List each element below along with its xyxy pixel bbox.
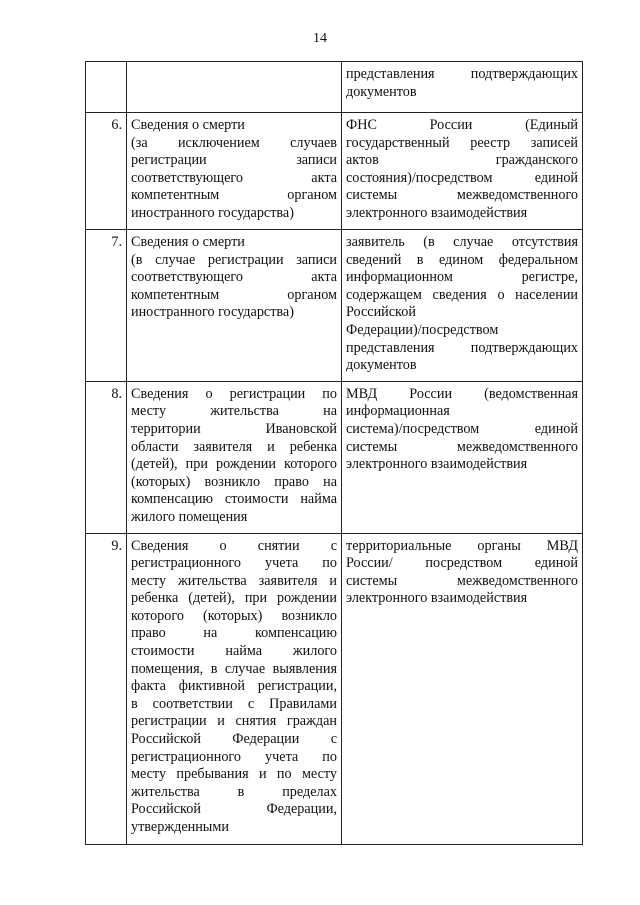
source-line: территориальные органы МВД xyxy=(346,537,578,554)
description-line: регистрационного учета по xyxy=(131,748,337,765)
info-source-cell xyxy=(342,533,583,844)
table-row xyxy=(86,113,583,230)
description-line: Сведения о смерти xyxy=(131,117,245,133)
description-line: территории Ивановской xyxy=(131,420,337,437)
description-line: иностранного государства) xyxy=(131,204,294,221)
description-line: соответствующего акта xyxy=(131,269,337,286)
info-source-cell xyxy=(342,230,583,382)
description-line: Сведения о снятии с xyxy=(131,537,337,554)
row-number: 8. xyxy=(86,381,127,533)
description-line: право на компенсацию xyxy=(131,625,337,642)
row-number xyxy=(86,62,127,113)
description-line: (в случае регистрации записи xyxy=(131,251,337,268)
description-line: помещения, в случае выявления xyxy=(131,660,337,677)
description-line: регистрационного учета по xyxy=(131,555,337,572)
source-line: документов xyxy=(346,83,417,100)
description-line: Сведения о смерти xyxy=(131,234,245,250)
row-number: 9. xyxy=(86,533,127,844)
info-description-cell xyxy=(127,62,342,113)
description-line: компенсацию стоимости найма xyxy=(131,491,337,508)
source-line: МВД России (ведомственная xyxy=(346,385,578,402)
description-line: Российской Федерации с xyxy=(131,731,337,748)
source-line: представления подтверждающих xyxy=(346,339,578,356)
document-table xyxy=(85,61,583,845)
description-line: компетентным органом xyxy=(131,286,337,303)
table-row xyxy=(86,381,583,533)
description-line: компетентным органом xyxy=(131,187,337,204)
description-line: регистрации и снятия граждан xyxy=(131,713,337,730)
description-line: в соответствии с Правилами xyxy=(131,695,337,712)
table-row xyxy=(86,533,583,844)
source-line: системы межведомственного xyxy=(346,572,578,589)
description-line: области заявителя и ребенка xyxy=(131,438,337,455)
source-line: содержащем сведения о населении xyxy=(346,286,578,303)
info-description-cell xyxy=(127,113,342,230)
source-line: ФНС России (Единый xyxy=(346,117,578,133)
row-number: 7. xyxy=(86,230,127,382)
source-line: электронного взаимодействия xyxy=(346,590,528,607)
source-line: актов гражданского xyxy=(346,152,578,169)
info-source-cell xyxy=(342,381,583,533)
description-line: ребенка (детей), при рождении xyxy=(131,590,337,607)
source-line: информационная xyxy=(346,403,450,420)
source-line: информационном регистре, xyxy=(346,269,578,286)
page-number: 14 xyxy=(313,31,327,46)
description-line: Сведения о регистрации по xyxy=(131,385,337,402)
description-line: Российской Федерации, xyxy=(131,801,337,818)
source-line: системы межведомственного xyxy=(346,438,578,455)
table-row xyxy=(86,230,583,382)
info-source-cell xyxy=(342,113,583,230)
source-line: сведений в едином федеральном xyxy=(346,251,578,268)
source-line: системы межведомственного xyxy=(346,187,578,204)
description-line: жительства в пределах xyxy=(131,783,337,800)
description-line: (детей), при рождении которого xyxy=(131,456,337,473)
source-line: представления подтверждающих xyxy=(346,66,578,82)
description-line: утвержденными xyxy=(131,819,229,835)
description-line: месту пребывания и по месту xyxy=(131,766,337,783)
source-line: документов xyxy=(346,357,417,374)
description-line: факта фиктивной регистрации, xyxy=(131,678,337,695)
row-number: 6. xyxy=(86,113,127,230)
description-line: месту жительства заявителя и xyxy=(131,572,337,589)
source-line: система)/посредством единой xyxy=(346,420,578,437)
table-row xyxy=(86,62,583,113)
source-line: электронного взаимодействия xyxy=(346,456,528,473)
description-line: месту жительства на xyxy=(131,403,337,420)
source-line: Российской xyxy=(346,304,416,321)
description-line: соответствующего акта xyxy=(131,169,337,186)
source-line: России/ посредством единой xyxy=(346,555,578,572)
description-line: стоимости найма жилого xyxy=(131,643,337,660)
source-line: заявитель (в случае отсутствия xyxy=(346,234,578,250)
info-description-cell xyxy=(127,533,342,844)
source-line: состояния)/посредством единой xyxy=(346,169,578,186)
source-line: Федерации)/посредством xyxy=(346,321,499,338)
info-description-cell xyxy=(127,230,342,382)
source-line: электронного взаимодействия xyxy=(346,204,528,221)
info-description-cell xyxy=(127,381,342,533)
info-source-cell xyxy=(342,62,583,113)
description-line: (которых) возникло право на xyxy=(131,473,337,490)
description-line: регистрации записи xyxy=(131,152,337,169)
description-line: иностранного государства) xyxy=(131,304,294,321)
description-line: которого (которых) возникло xyxy=(131,607,337,624)
source-line: государственный реестр записей xyxy=(346,134,578,151)
description-line: (за исключением случаев xyxy=(131,134,337,151)
description-line: жилого помещения xyxy=(131,508,248,525)
